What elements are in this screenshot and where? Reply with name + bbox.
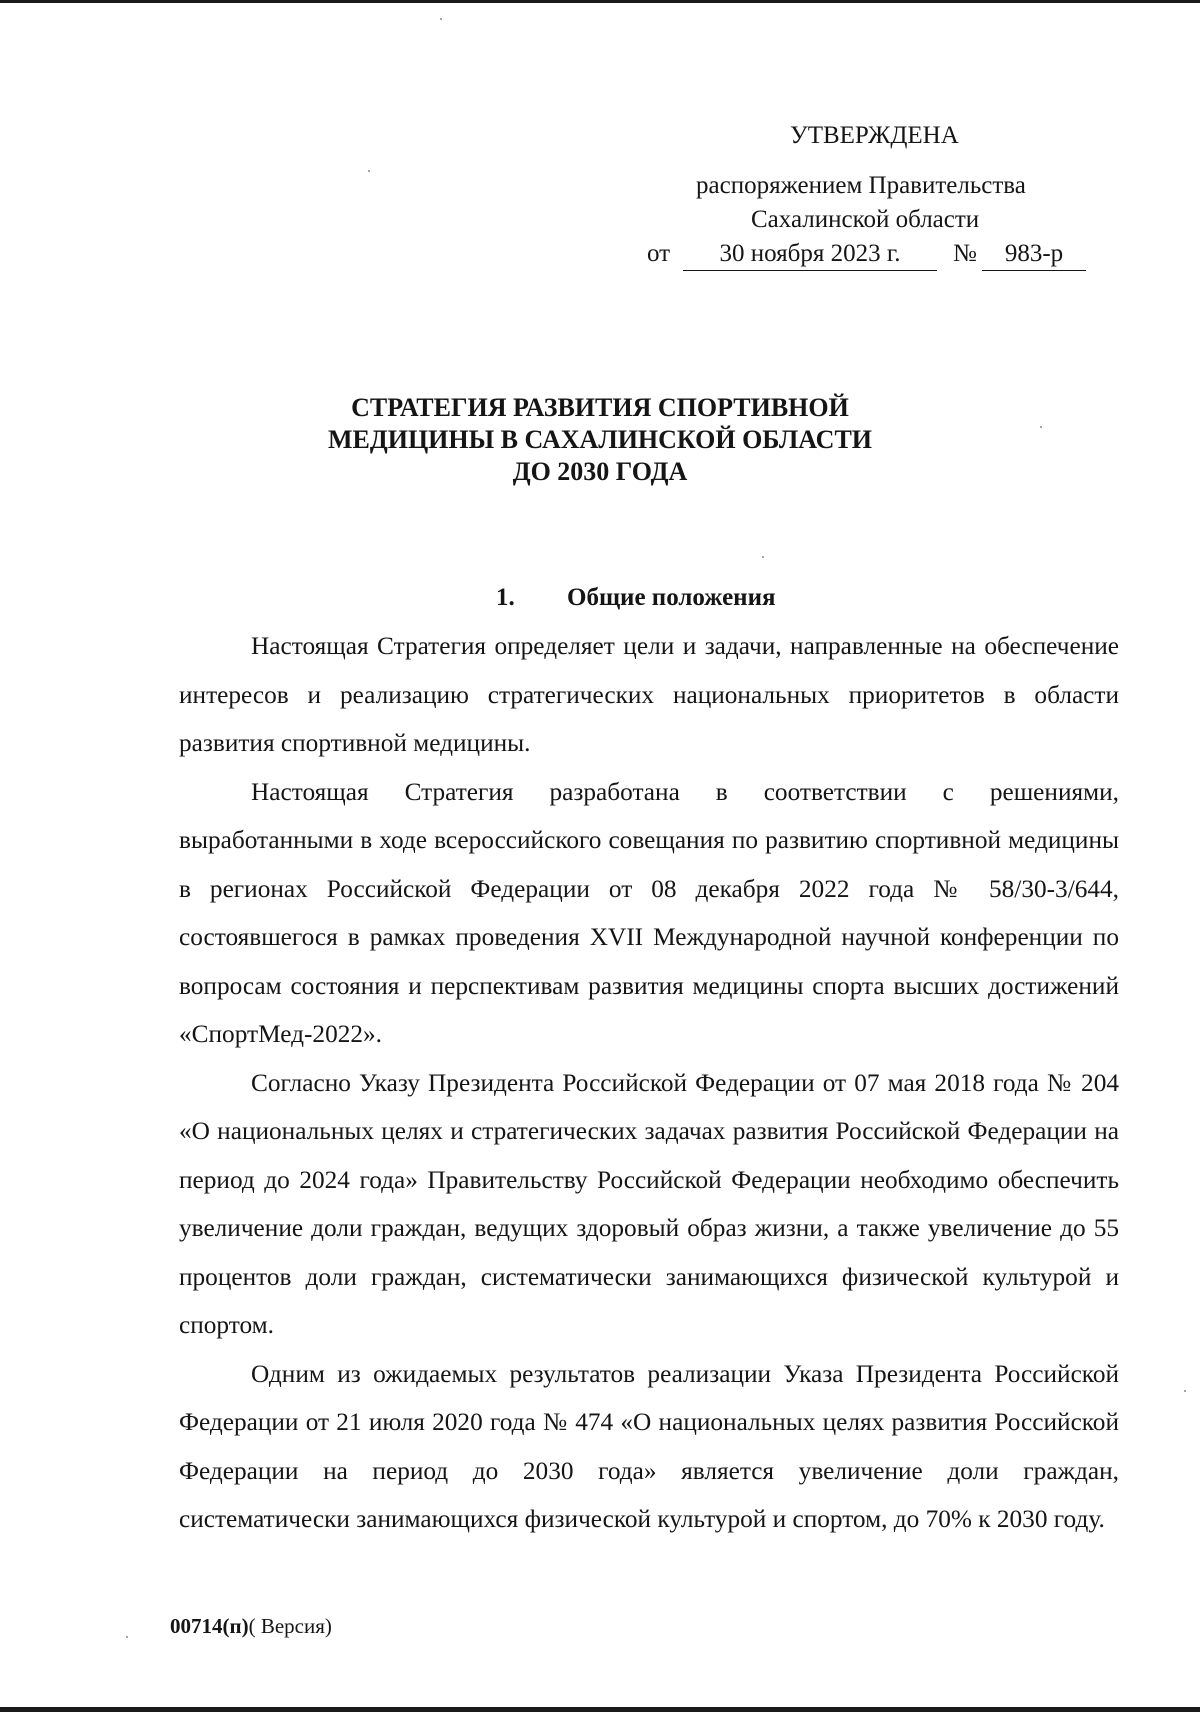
- scan-edge-bottom: [0, 1707, 1200, 1712]
- document-code: 00714(п): [170, 1614, 249, 1638]
- scan-speck: [762, 556, 764, 558]
- paragraph: Согласно Указу Президента Российской Федерации от 07 мая 2018 года № 204 «О национальных целях и стратегических задачах развития Российской Федерации на период до 2024 года» Правительству Российской Федерации необходимо обеспечить увеличение доли граждан, ведущих здоровый образ жизни, а также увеличение до 55 процентов доли граждан, систематически занимающихся физической культурой и спортом.: [179, 1068, 1119, 1339]
- paragraph: Настоящая Стратегия разработана в соответствии с решениями, выработанными в ходе всероссийского совещания по развитию спортивной медицины в регионах Российской Федерации от 08 декабря 2022 года № 58/30-3/644, состоявшегося в рамках проведения XVII Международной научной конференции по вопросам состояния и перспективам развития медицины спорта высших достижений «СпортМед-2022».: [179, 777, 1119, 1048]
- scan-speck: [368, 170, 370, 172]
- paragraph: Одним из ожидаемых результатов реализации Указа Президента Российской Федерации от 21 июля 2020 года № 474 «О национальных целях развития Российской Федерации на период до 2030 года» является увеличение доли граждан, систематически занимающихся физической культурой и спортом, до 70% к 2030 году.: [179, 1359, 1119, 1533]
- approved-label: УТВЕРЖДЕНА: [790, 122, 959, 149]
- approved-by-order: распоряжением Правительства: [696, 172, 1026, 199]
- scan-speck: [1184, 1390, 1186, 1392]
- approved-region: Сахалинской области: [751, 206, 980, 233]
- title-line-2: МЕДИЦИНЫ В САХАЛИНСКОЙ ОБЛАСТИ: [327, 425, 873, 454]
- document-title: [200, 392, 1000, 488]
- approval-date-number-line: [640, 236, 1140, 276]
- body-text: [179, 622, 1119, 1544]
- approval-date: 30 ноября 2023 г.: [683, 236, 937, 271]
- section-title: Общие положения: [567, 584, 776, 611]
- title-line-3: ДО 2030 ГОДА: [512, 457, 688, 486]
- from-label: от: [647, 240, 671, 267]
- title-line-1: СТРАТЕГИЯ РАЗВИТИЯ СПОРТИВНОЙ: [351, 393, 849, 422]
- scan-speck: [440, 18, 442, 20]
- section-number: 1.: [496, 584, 515, 611]
- footer-document-code: [170, 1612, 332, 1640]
- paragraph: Настоящая Стратегия определяет цели и задачи, направленные на обеспечение интересов и реализацию стратегических национальных приоритетов в области развития спортивной медицины.: [179, 632, 1119, 757]
- scan-speck: [126, 1636, 128, 1638]
- version-label: ( Версия): [248, 1614, 332, 1638]
- order-number: 983-р: [982, 236, 1086, 271]
- scan-speck: [1040, 426, 1042, 428]
- number-label: №: [953, 240, 977, 267]
- scan-edge-top: [0, 0, 1200, 3]
